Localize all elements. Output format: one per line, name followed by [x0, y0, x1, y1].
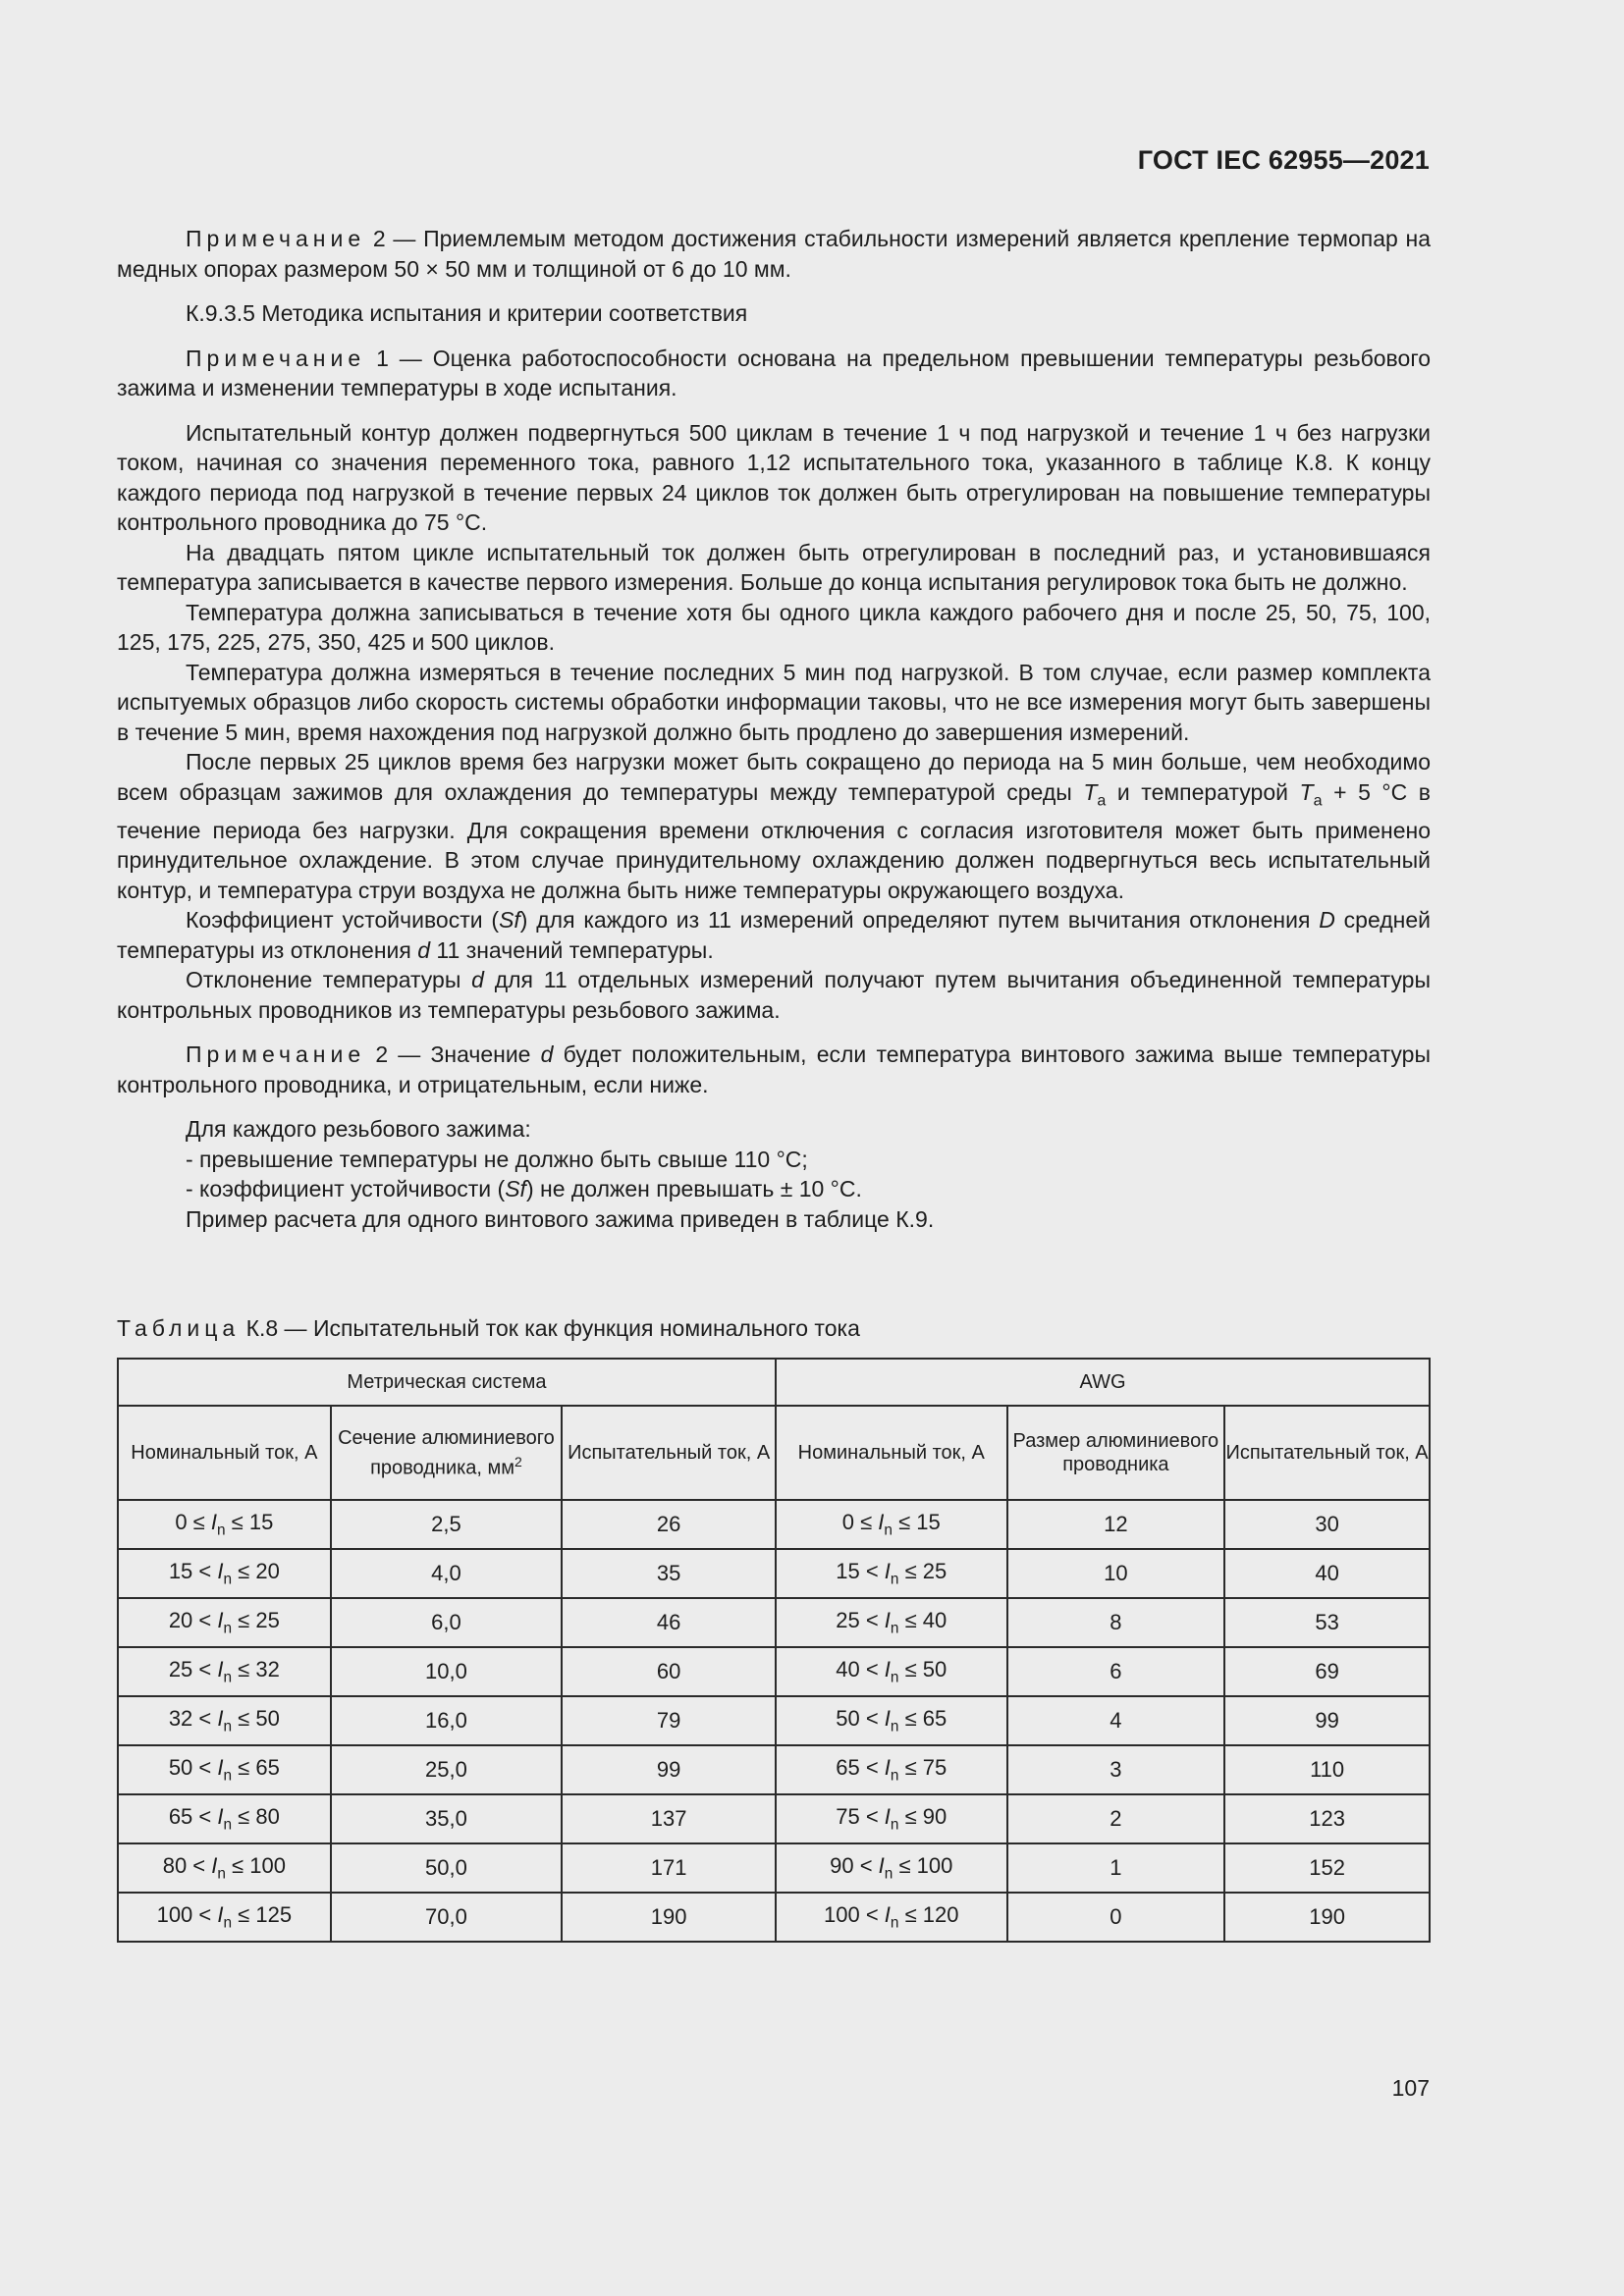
cell-awg-nominal: $0 \le I_n \le 15$	[776, 1500, 1007, 1549]
table-row	[118, 1745, 1430, 1794]
cell-awg-test: 123	[1224, 1794, 1430, 1843]
col-metric-section: Сечение алюминиевого проводника, $мм^2$	[331, 1406, 563, 1500]
cell-metric-section: 6,0	[331, 1598, 563, 1647]
cell-metric-section: 4,0	[331, 1549, 563, 1598]
table-row	[118, 1598, 1430, 1647]
cell-awg-nominal: $100 < I_n \le 120$	[776, 1893, 1007, 1942]
requirements-list	[117, 1114, 1431, 1234]
paragraph-measuring: Температура должна измеряться в течение последних 5 мин под нагрузкой. В том случае, если размер комплекта испытуемых образцов либо скорость системы обработки информации таковы, что не все измерения могут быть завершены в течение 5 мин, время нахождения под нагрузкой должно быть продлено до завершения измерений.	[117, 659, 1431, 745]
table-row	[118, 1647, 1430, 1696]
cell-metric-nominal: $50 < I_n \le 65$	[118, 1745, 331, 1794]
cell-metric-test: 60	[562, 1647, 776, 1696]
list-intro: Для каждого резьбового зажима:	[186, 1116, 531, 1143]
cell-awg-size: 1	[1007, 1843, 1225, 1893]
cell-metric-nominal: $0 \le I_n \le 15$	[118, 1500, 331, 1549]
table-row	[118, 1794, 1430, 1843]
col-awg-nominal: Номинальный ток, А	[776, 1406, 1007, 1500]
cell-metric-test: 26	[562, 1500, 776, 1549]
cell-metric-section: 2,5	[331, 1500, 563, 1549]
cell-awg-size: 8	[1007, 1598, 1225, 1647]
page-number: 107	[1391, 2075, 1430, 2101]
note-1-paragraph: Примечание 1 — Оценка работоспособности основана на предельном превышении температуры резьбового зажима и изменении температуры в ходе испытания.	[117, 345, 1431, 400]
cell-awg-size: 6	[1007, 1647, 1225, 1696]
cell-metric-nominal: $100 < I_n \le 125$	[118, 1893, 331, 1942]
table-row	[118, 1843, 1430, 1893]
cell-metric-test: 190	[562, 1893, 776, 1942]
cell-awg-size: 3	[1007, 1745, 1225, 1794]
cell-metric-nominal: $80 < I_n \le 100$	[118, 1843, 331, 1893]
table-group-header	[118, 1359, 1430, 1406]
cell-awg-test: 53	[1224, 1598, 1430, 1647]
cell-awg-nominal: $90 < I_n \le 100$	[776, 1843, 1007, 1893]
cell-metric-test: 137	[562, 1794, 776, 1843]
paragraph-stability-coefficient: Коэффициент устойчивости (Sf) для каждого из 11 измерений определяют путем вычитания отклонения D средней температуры из отклонения d 11 значений температуры.	[117, 907, 1431, 963]
cell-awg-size: 12	[1007, 1500, 1225, 1549]
cell-metric-test: 171	[562, 1843, 776, 1893]
col-metric-test: Испытательный ток, А	[562, 1406, 776, 1500]
cell-awg-nominal: $40 < I_n \le 50$	[776, 1647, 1007, 1696]
col-awg-size: Размер алюминиевого проводника	[1007, 1406, 1225, 1500]
col-awg-test: Испытательный ток, А	[1224, 1406, 1430, 1500]
cell-metric-test: 99	[562, 1745, 776, 1794]
cell-awg-test: 190	[1224, 1893, 1430, 1942]
cell-metric-nominal: $32 < I_n \le 50$	[118, 1696, 331, 1745]
note-2b-paragraph: Примечание 2 — Значение d будет положительным, если температура винтового зажима выше температуры контрольного проводника, и отрицательным, если ниже.	[117, 1041, 1431, 1097]
cell-metric-section: 50,0	[331, 1843, 563, 1893]
cell-awg-nominal: $50 < I_n \le 65$	[776, 1696, 1007, 1745]
cell-metric-section: 10,0	[331, 1647, 563, 1696]
table-row	[118, 1500, 1430, 1549]
cell-awg-size: 0	[1007, 1893, 1225, 1942]
cell-awg-test: 69	[1224, 1647, 1430, 1696]
note-2-paragraph: Примечание 2 — Приемлемым методом достижения стабильности измерений является крепление термопар на медных опорах размером 50 × 50 мм и толщиной от 6 до 10 мм.	[117, 226, 1431, 282]
cell-awg-size: 10	[1007, 1549, 1225, 1598]
cell-awg-nominal: $15 < I_n \le 25$	[776, 1549, 1007, 1598]
list-item: - превышение температуры не должно быть свыше 110 °С;	[186, 1146, 808, 1172]
table-row	[118, 1893, 1430, 1942]
standard-header: ГОСТ IEC 62955—2021	[1137, 145, 1430, 175]
group-metric: Метрическая система	[118, 1359, 776, 1406]
col-metric-nominal: Номинальный ток, А	[118, 1406, 331, 1500]
cell-awg-size: 2	[1007, 1794, 1225, 1843]
body-text	[117, 224, 1431, 1234]
table-row	[118, 1549, 1430, 1598]
paragraph-deviation: Отклонение температуры d для 11 отдельных измерений получают путем вычитания объединенной температуры контрольных проводников из температуры резьбового зажима.	[117, 967, 1432, 1023]
cell-metric-nominal: $25 < I_n \le 32$	[118, 1647, 331, 1696]
cell-awg-nominal: $25 < I_n \le 40$	[776, 1598, 1007, 1647]
cell-awg-test: 152	[1224, 1843, 1430, 1893]
table-column-headers	[118, 1406, 1430, 1500]
group-awg: AWG	[776, 1359, 1430, 1406]
cell-metric-nominal: $20 < I_n \le 25$	[118, 1598, 331, 1647]
table-caption: Таблица К.8 — Испытательный ток как функция номинального тока	[117, 1315, 860, 1341]
cell-awg-test: 110	[1224, 1745, 1430, 1794]
paragraph-25th-cycle: На двадцать пятом цикле испытательный ток должен быть отрегулирован в последний раз, и установившаяся температура записывается в качестве первого измерения. Больше до конца испытания регулировок тока быть не должно.	[117, 539, 1431, 595]
cell-awg-size: 4	[1007, 1696, 1225, 1745]
cell-awg-nominal: $65 < I_n \le 75$	[776, 1745, 1007, 1794]
cell-metric-nominal: $15 < I_n \le 20$	[118, 1549, 331, 1598]
table-body	[118, 1500, 1430, 1942]
list-outro: Пример расчета для одного винтового зажима приведен в таблице К.9.	[186, 1205, 935, 1232]
paragraph-cooling: После первых 25 циклов время без нагрузки может быть сокращено до периода на 5 мин больше, чем необходимо всем образцам зажимов для охлаждения до температуры между температурой среды $T_a$ и температурой $T_a + 5$ °С в течение периода без нагрузки. Для сокращения времени отключения с согласия изготовителя может быть применено принудительное охлаждение. В этом случае принудительному охлаждению должен подвергнуться весь испытательный контур, и температура струи воздуха не должна быть ниже температуры окружающего воздуха.	[117, 749, 1431, 903]
paragraph-cycles: Испытательный контур должен подвергнуться 500 циклам в течение 1 ч под нагрузкой и течение 1 ч без нагрузки током, начиная со значения переменного тока, равного 1,12 испытательного тока, указанного в таблице К.8. К концу каждого периода под нагрузкой в течение первых 24 циклов ток должен быть отрегулирован на повышение температуры контрольного проводника до 75 °С.	[117, 419, 1431, 535]
table-row	[118, 1696, 1430, 1745]
cell-metric-test: 46	[562, 1598, 776, 1647]
cell-metric-nominal: $65 < I_n \le 80$	[118, 1794, 331, 1843]
section-heading: К.9.3.5 Методика испытания и критерии соответствия	[186, 300, 748, 326]
cell-awg-test: 30	[1224, 1500, 1430, 1549]
paragraph-recording: Температура должна записываться в течение хотя бы одного цикла каждого рабочего дня и после 25, 50, 75, 100, 125, 175, 225, 275, 350, 425 и 500 циклов.	[117, 599, 1431, 655]
cell-awg-test: 99	[1224, 1696, 1430, 1745]
cell-awg-nominal: $75 < I_n \le 90$	[776, 1794, 1007, 1843]
cell-metric-section: 70,0	[331, 1893, 563, 1942]
cell-metric-test: 79	[562, 1696, 776, 1745]
cell-metric-section: 16,0	[331, 1696, 563, 1745]
note-label: Примечание	[186, 345, 366, 371]
cell-awg-test: 40	[1224, 1549, 1430, 1598]
cell-metric-section: 35,0	[331, 1794, 563, 1843]
list-item: - коэффициент устойчивости (Sf) не должен превышать ± 10 °С.	[186, 1176, 862, 1202]
cell-metric-test: 35	[562, 1549, 776, 1598]
test-current-table	[117, 1358, 1431, 1943]
note-label: Примечание	[186, 1041, 366, 1068]
cell-metric-section: 25,0	[331, 1745, 563, 1794]
note-label: Примечание	[186, 226, 366, 251]
